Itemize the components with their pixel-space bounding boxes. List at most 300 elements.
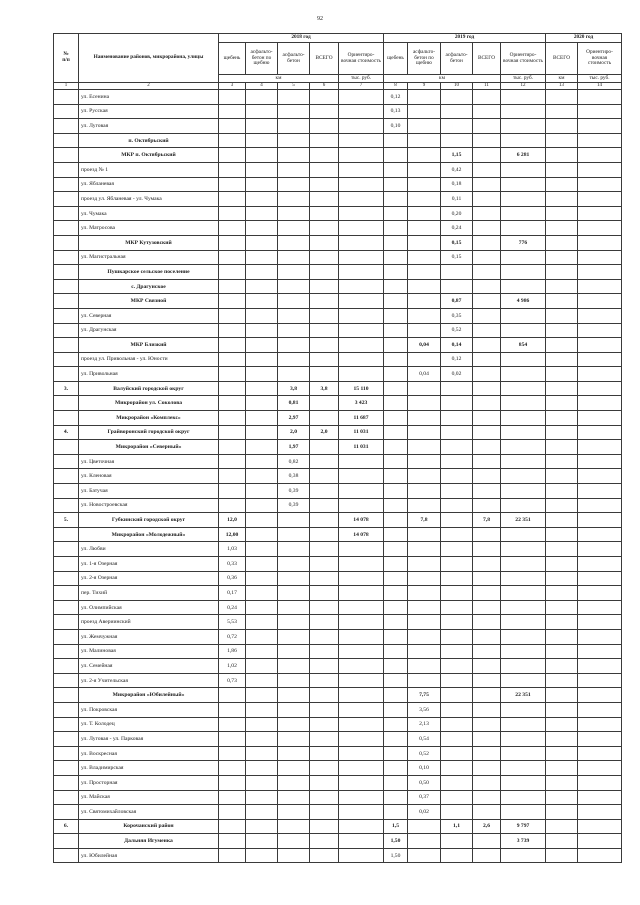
cell (339, 367, 384, 382)
cell (501, 133, 546, 148)
row-name: проезд ул. Ябланевая - ул. Чумака (79, 192, 219, 207)
row-number (54, 367, 79, 382)
row-number (54, 484, 79, 499)
cell: 11 031 (339, 440, 384, 455)
cell (546, 381, 578, 396)
cell (339, 104, 384, 119)
cell: 0,52 (408, 746, 441, 761)
table-row (54, 265, 622, 280)
cell (501, 557, 546, 572)
column-number: 5 (278, 83, 310, 90)
cell (546, 702, 578, 717)
cell (339, 761, 384, 776)
cell (546, 323, 578, 338)
row-number (54, 775, 79, 790)
cell (501, 717, 546, 732)
cell (384, 440, 408, 455)
row-name: ул. Есенина (79, 90, 219, 105)
row-name: Микрорайон «Северный» (79, 440, 219, 455)
row-name: МКР Связной (79, 294, 219, 309)
table-row (54, 571, 622, 586)
row-number (54, 279, 79, 294)
cell (384, 454, 408, 469)
cell (546, 250, 578, 265)
cell (546, 805, 578, 820)
cell (546, 265, 578, 280)
cell (278, 746, 310, 761)
row-number (54, 308, 79, 323)
cell (546, 352, 578, 367)
row-name: ул. Привольная (79, 367, 219, 382)
cell (310, 571, 339, 586)
header-2019: 2019 год (384, 34, 546, 43)
cell: 0,17 (219, 586, 246, 601)
cell (546, 367, 578, 382)
cell (219, 411, 246, 426)
cell (578, 265, 622, 280)
row-number (54, 250, 79, 265)
cell (246, 571, 278, 586)
cell (339, 688, 384, 703)
cell: 1,97 (278, 440, 310, 455)
cell (501, 586, 546, 601)
table-row (54, 133, 622, 148)
cell (546, 338, 578, 353)
cell (546, 629, 578, 644)
cell (246, 746, 278, 761)
cell (246, 659, 278, 674)
cell (546, 440, 578, 455)
cell (246, 338, 278, 353)
cell (546, 396, 578, 411)
cell (501, 498, 546, 513)
cell (578, 162, 622, 177)
header-num: № п/п (54, 34, 79, 83)
cell (546, 527, 578, 542)
cell (339, 177, 384, 192)
cell (310, 119, 339, 134)
cell (501, 615, 546, 630)
cell: 1,02 (219, 659, 246, 674)
cell (278, 673, 310, 688)
row-name: ул. Драгунская (79, 323, 219, 338)
cell (310, 761, 339, 776)
cell (501, 702, 546, 717)
cell (441, 425, 473, 440)
cell: 776 (501, 235, 546, 250)
cell (219, 454, 246, 469)
cell (578, 629, 622, 644)
cell (310, 615, 339, 630)
cell (441, 557, 473, 572)
cell (408, 148, 441, 163)
cell (501, 367, 546, 382)
header-2018-asphalt-gravel: асфальто-бетон по щебню (246, 43, 278, 75)
cell (384, 381, 408, 396)
cell (473, 834, 501, 849)
cell (339, 469, 384, 484)
row-name: ул. Матросова (79, 221, 219, 236)
row-number (54, 805, 79, 820)
row-name: ул. Семейная (79, 659, 219, 674)
cell (246, 352, 278, 367)
row-name: ул. Любви (79, 542, 219, 557)
cell (408, 848, 441, 863)
cell (473, 469, 501, 484)
cell (310, 411, 339, 426)
cell (310, 454, 339, 469)
cell (384, 717, 408, 732)
cell (473, 702, 501, 717)
cell (578, 790, 622, 805)
cell (384, 323, 408, 338)
cell: 0,11 (441, 192, 473, 207)
cell (546, 688, 578, 703)
table-row (54, 367, 622, 382)
cell: 1,1 (441, 819, 473, 834)
cell (384, 775, 408, 790)
cell (246, 673, 278, 688)
table-row (54, 90, 622, 105)
row-number (54, 104, 79, 119)
cell: 0,12 (384, 90, 408, 105)
cell (384, 644, 408, 659)
cell: 3 423 (339, 396, 384, 411)
cell (501, 279, 546, 294)
cell (219, 717, 246, 732)
cell (578, 717, 622, 732)
cell (246, 411, 278, 426)
table-row (54, 206, 622, 221)
row-name: ул. Святомихайловская (79, 805, 219, 820)
cell (310, 148, 339, 163)
row-name: МКР Кутузовский (79, 235, 219, 250)
row-number (54, 133, 79, 148)
cell (546, 279, 578, 294)
cell (473, 586, 501, 601)
cell (310, 308, 339, 323)
cell (578, 834, 622, 849)
cell (310, 177, 339, 192)
cell (278, 659, 310, 674)
cell (246, 586, 278, 601)
cell: 15 110 (339, 381, 384, 396)
row-name: ул. Батучая (79, 484, 219, 499)
cell (441, 688, 473, 703)
cell (546, 732, 578, 747)
cell (441, 90, 473, 105)
cell (384, 367, 408, 382)
cell (546, 308, 578, 323)
cell (441, 848, 473, 863)
row-name: ул. 2-я Учительская (79, 673, 219, 688)
cell (546, 498, 578, 513)
cell (219, 162, 246, 177)
cell (310, 221, 339, 236)
cell (578, 338, 622, 353)
table-row (54, 702, 622, 717)
row-name: МКР Близкий (79, 338, 219, 353)
cell (578, 90, 622, 105)
cell (408, 352, 441, 367)
cell (473, 411, 501, 426)
cell (546, 148, 578, 163)
row-name: Микрорайон ул. Соколова (79, 396, 219, 411)
cell (501, 352, 546, 367)
cell (384, 629, 408, 644)
cell (219, 308, 246, 323)
cell: 7,8 (473, 513, 501, 528)
row-name: ул. Воскресная (79, 746, 219, 761)
cell (339, 90, 384, 105)
cell (546, 177, 578, 192)
cell (339, 834, 384, 849)
cell (501, 732, 546, 747)
cell (278, 848, 310, 863)
cell (278, 221, 310, 236)
cell (246, 148, 278, 163)
cell (310, 367, 339, 382)
cell (408, 162, 441, 177)
cell (339, 819, 384, 834)
cell (310, 484, 339, 499)
row-name: ул. Северная (79, 308, 219, 323)
cell (310, 162, 339, 177)
column-number: 14 (578, 83, 622, 90)
cell: 0,04 (408, 338, 441, 353)
table-row (54, 629, 622, 644)
cell (339, 279, 384, 294)
cell (278, 119, 310, 134)
cell: 2,13 (408, 717, 441, 732)
cell (501, 571, 546, 586)
cell (501, 104, 546, 119)
cell (578, 119, 622, 134)
cell (246, 119, 278, 134)
cell (310, 235, 339, 250)
cell (384, 732, 408, 747)
row-number (54, 659, 79, 674)
cell (278, 615, 310, 630)
cell (339, 775, 384, 790)
cell (578, 571, 622, 586)
cell (246, 235, 278, 250)
row-number (54, 834, 79, 849)
cell (441, 513, 473, 528)
cell (501, 90, 546, 105)
cell (501, 323, 546, 338)
cell (578, 600, 622, 615)
cell: 2,0 (310, 425, 339, 440)
cell (310, 513, 339, 528)
cell (384, 352, 408, 367)
cell (310, 805, 339, 820)
cell (473, 192, 501, 207)
row-name: ул. Кленовая (79, 469, 219, 484)
cell (408, 323, 441, 338)
cell (473, 323, 501, 338)
row-number (54, 221, 79, 236)
row-name: Грайворонский городской округ (79, 425, 219, 440)
row-name: ул. Майская (79, 790, 219, 805)
row-name: ул. Т. Колодец (79, 717, 219, 732)
table-row (54, 600, 622, 615)
cell (578, 440, 622, 455)
cell (578, 308, 622, 323)
cell (408, 469, 441, 484)
table-row (54, 148, 622, 163)
cell (441, 440, 473, 455)
row-name: ул. Чумака (79, 206, 219, 221)
cell (501, 746, 546, 761)
cell (473, 557, 501, 572)
cell (408, 484, 441, 499)
cell (441, 600, 473, 615)
row-name: с. Драгунское (79, 279, 219, 294)
cell (219, 834, 246, 849)
cell (441, 542, 473, 557)
row-number (54, 746, 79, 761)
cell (473, 133, 501, 148)
cell: 0,15 (441, 235, 473, 250)
cell (546, 761, 578, 776)
cell (339, 615, 384, 630)
cell (578, 805, 622, 820)
row-number (54, 586, 79, 601)
column-number: 6 (310, 83, 339, 90)
cell: 0,38 (278, 469, 310, 484)
row-name: ул. 1-я Озерная (79, 557, 219, 572)
header-2020-cost: Ориентиро-вочная стоимость (578, 43, 622, 75)
cell (473, 615, 501, 630)
cell (310, 90, 339, 105)
cell: 14 078 (339, 513, 384, 528)
cell (339, 746, 384, 761)
table-row (54, 513, 622, 528)
cell: 3,8 (278, 381, 310, 396)
cell (441, 629, 473, 644)
cell (501, 775, 546, 790)
cell (278, 90, 310, 105)
cell (384, 411, 408, 426)
cell (339, 235, 384, 250)
cell: 6 281 (501, 148, 546, 163)
cell (219, 323, 246, 338)
cell (501, 396, 546, 411)
cell (384, 294, 408, 309)
cell (578, 732, 622, 747)
cell (310, 542, 339, 557)
cell (578, 848, 622, 863)
cell (408, 192, 441, 207)
cell (310, 279, 339, 294)
cell (578, 746, 622, 761)
cell (408, 235, 441, 250)
header-2019-gravel: щебень (384, 43, 408, 75)
row-number (54, 396, 79, 411)
cell (441, 805, 473, 820)
cell (546, 557, 578, 572)
cell (473, 119, 501, 134)
header-2019-total: ВСЕГО (473, 43, 501, 75)
cell (339, 206, 384, 221)
cell (501, 673, 546, 688)
row-name: ул. Жемчужная (79, 629, 219, 644)
cell (578, 425, 622, 440)
cell (473, 367, 501, 382)
row-name: ул. Покровская (79, 702, 219, 717)
cell (546, 235, 578, 250)
cell (339, 221, 384, 236)
cell (408, 498, 441, 513)
cell (546, 542, 578, 557)
row-name: Микрорайон «Юбилейный» (79, 688, 219, 703)
cell: 0,24 (441, 221, 473, 236)
cell (408, 177, 441, 192)
header-2020: 2020 год (546, 34, 622, 43)
cell (546, 90, 578, 105)
cell (246, 629, 278, 644)
row-number (54, 206, 79, 221)
cell (246, 440, 278, 455)
row-name: проезд № 1 (79, 162, 219, 177)
table-row (54, 761, 622, 776)
cell (246, 513, 278, 528)
cell (246, 498, 278, 513)
cell (473, 265, 501, 280)
cell (384, 148, 408, 163)
cell (441, 133, 473, 148)
cell (546, 119, 578, 134)
roads-table (53, 33, 622, 863)
cell (339, 119, 384, 134)
cell (339, 133, 384, 148)
row-number (54, 469, 79, 484)
cell (219, 732, 246, 747)
cell (246, 381, 278, 396)
cell (408, 221, 441, 236)
cell (578, 498, 622, 513)
cell (501, 162, 546, 177)
cell (578, 104, 622, 119)
cell (384, 250, 408, 265)
cell (219, 294, 246, 309)
cell (578, 411, 622, 426)
cell (246, 396, 278, 411)
cell (546, 192, 578, 207)
table-row (54, 454, 622, 469)
cell (219, 805, 246, 820)
cell (339, 542, 384, 557)
cell: 7,8 (408, 513, 441, 528)
page-number: 92 (317, 16, 323, 22)
cell (339, 629, 384, 644)
cell (310, 133, 339, 148)
cell (408, 381, 441, 396)
cell (310, 732, 339, 747)
row-number (54, 644, 79, 659)
table-row (54, 352, 622, 367)
cell (441, 411, 473, 426)
cell (473, 484, 501, 499)
cell (578, 586, 622, 601)
cell (310, 192, 339, 207)
cell (246, 265, 278, 280)
cell (384, 702, 408, 717)
cell (501, 206, 546, 221)
cell: 0,87 (441, 294, 473, 309)
cell (408, 440, 441, 455)
